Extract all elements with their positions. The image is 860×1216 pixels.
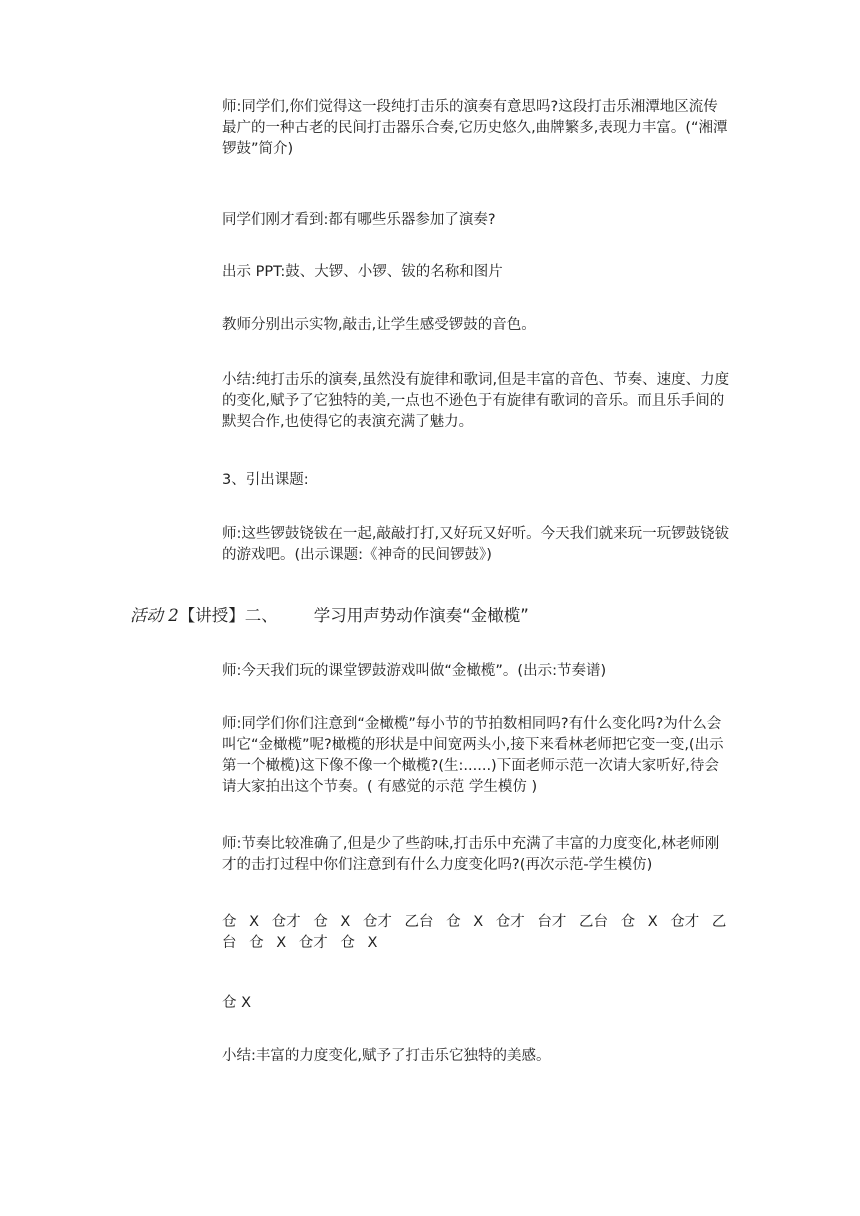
paragraph-intro-question: 师:同学们,你们觉得这一段纯打击乐的演奏有意思吗?这段打击乐湘潭地区流传最广的一种古老的民间打击器乐合奏,它历史悠久,曲牌繁多,表现力丰富。(“湘潭锣鼓”简介): [222, 99, 728, 157]
paragraph-instruments-question: 同学们刚才看到:都有哪些乐器参加了演奏?: [222, 212, 496, 228]
paragraph-summary-2: 小结:丰富的力度变化,赋予了打击乐它独特的美感。: [222, 1048, 551, 1064]
paragraph-section-3: 3、引出课题:: [222, 472, 309, 488]
paragraph-summary-1: 小结:纯打击乐的演奏,虽然没有旋律和歌词,但是丰富的音色、节奏、速度、力度的变化,赋予了它独特的美,一点也不逊色于有旋律有歌词的音乐。而且乐手间的默契合作,也使得它的表演充满了魅力。: [222, 372, 730, 430]
activity-heading: [130, 604, 529, 628]
paragraph-game-name: 师:今天我们玩的课堂锣鼓游戏叫做“金橄榄”。(出示:节奏谱): [222, 663, 607, 679]
rhythm-score-line: 仓 X 仓才 仓 X 仓才 乙台 仓 X 仓才 台才 乙台 仓 X 仓才 乙台 仓 X 仓才 仓 X: [222, 914, 727, 951]
rhythm-score-end: 仓 X: [222, 995, 252, 1011]
paragraph-topic-intro: 师:这些锣鼓铙钹在一起,敲敲打打,又好玩又好听。今天我们就来玩一玩锣鼓铙钹的游戏吧。(出示课题:《神奇的民间锣鼓》): [222, 526, 730, 563]
activity-title: 学习用声势动作演奏“金橄榄”: [313, 606, 529, 625]
paragraph-teacher-demo: 教师分别出示实物,敲击,让学生感受锣鼓的音色。: [222, 317, 536, 333]
activity-label: 【讲授】二、: [178, 606, 278, 625]
paragraph-olive-explain: 师:同学们你们注意到“金橄榄”每小节的节拍数相同吗?有什么变化吗?为什么会叫它“金橄榄”呢?橄榄的形状是中间宽两头小,接下来看林老师把它变一变,(出示第一个橄榄)这下像不像一个橄榄?(生:......)下面老师示范一次请大家听好,待会请大家拍出这个节奏。( 有感觉的示范 学生模仿 ): [222, 716, 724, 795]
paragraph-dynamics: 师:节奏比较准确了,但是少了些韵味,打击乐中充满了丰富的力度变化,林老师刚才的击打过程中你们注意到有什么力度变化吗?(再次示范-学生模仿): [222, 836, 720, 873]
activity-number: 活动 2: [130, 606, 179, 625]
paragraph-ppt: 出示 PPT:鼓、大锣、小锣、钹的名称和图片: [222, 264, 503, 280]
